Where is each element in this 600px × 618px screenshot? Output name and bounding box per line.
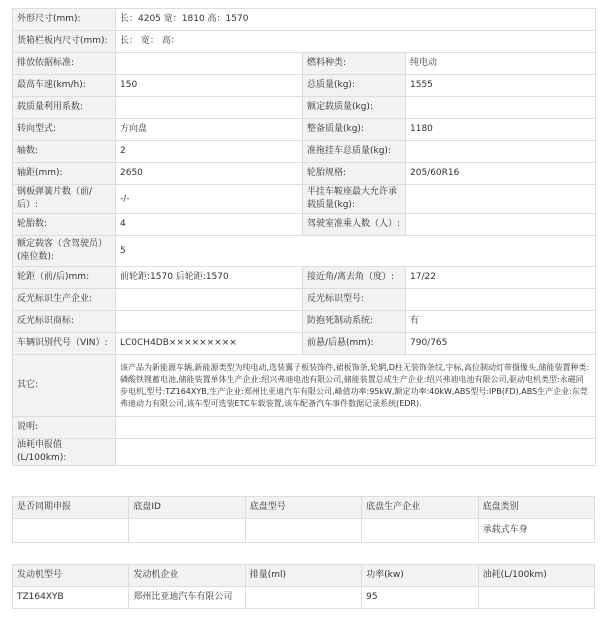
spec-row (13, 9, 596, 31)
spec-row (13, 439, 596, 466)
curb-mass-value: 1180 (406, 119, 596, 141)
spec-row (13, 355, 596, 417)
seats-label: 额定载客（含驾驶员）(座位数): (13, 236, 116, 267)
spec-row (13, 311, 596, 333)
approach-value: 17/22 (406, 267, 596, 289)
engine-cell (478, 587, 594, 609)
spec-row (13, 417, 596, 439)
track-label: 轮距（前/后)mm: (13, 267, 116, 289)
spec-row (13, 119, 596, 141)
overhang-label: 前悬/后悬(mm): (303, 333, 406, 355)
saddle-value (406, 185, 596, 214)
spec-row (13, 185, 596, 214)
wheelbase-value: 2650 (116, 163, 303, 185)
vin-value: LC0CH4DB××××××××× (116, 333, 303, 355)
tires-count-value: 4 (116, 214, 303, 236)
chassis-cell: 承载式车身 (478, 519, 594, 543)
engine-header-cell: 功率(kw) (362, 565, 478, 587)
other-label: 其它: (13, 355, 116, 417)
max-speed-value: 150 (116, 75, 303, 97)
spec-row (13, 163, 596, 185)
chassis-cell (362, 519, 478, 543)
cargo-label: 货箱栏板内尺寸(mm): (13, 31, 116, 53)
reflector-model-label: 反光标识型号: (303, 289, 406, 311)
chassis-cell (245, 519, 361, 543)
chassis-table (12, 496, 595, 543)
engine-header-row (13, 565, 595, 587)
chassis-cell (129, 519, 245, 543)
overhang-value: 790/765 (406, 333, 596, 355)
tires-count-label: 轮胎数: (13, 214, 116, 236)
dimensions-label: 外形尺寸(mm): (13, 9, 116, 31)
engine-header-cell: 油耗(L/100km) (478, 565, 594, 587)
spec-row (13, 214, 596, 236)
reflector-brand-value (116, 311, 303, 333)
axles-value: 2 (116, 141, 303, 163)
load-coef-value (116, 97, 303, 119)
chassis-header-cell: 是否同期申报 (13, 497, 129, 519)
engine-table (12, 564, 595, 609)
spec-row (13, 267, 596, 289)
emission-value (116, 53, 303, 75)
spec-row (13, 289, 596, 311)
chassis-header-cell: 底盘型号 (245, 497, 361, 519)
tire-label: 轮胎规格: (303, 163, 406, 185)
engine-cell (245, 587, 361, 609)
spec-row (13, 236, 596, 267)
steering-value: 方向盘 (116, 119, 303, 141)
fuel-value: 纯电动 (406, 53, 596, 75)
rated-load-label: 额定载质量(kg): (303, 97, 406, 119)
fuel-label: 燃料种类: (303, 53, 406, 75)
reflector-maker-value (116, 289, 303, 311)
spec-row (13, 97, 596, 119)
reflector-maker-label: 反光标识生产企业: (13, 289, 116, 311)
note-value (116, 417, 596, 439)
spec-row (13, 31, 596, 53)
seats-value: 5 (116, 236, 596, 267)
engine-header-cell: 排量(ml) (245, 565, 361, 587)
spring-label: 钢板弹簧片数（前/后）: (13, 185, 116, 214)
reflector-brand-label: 反光标识商标: (13, 311, 116, 333)
fuel-consumption-label: 油耗申报值(L/100km): (13, 439, 116, 466)
wheelbase-label: 轴距(mm): (13, 163, 116, 185)
spec-row (13, 141, 596, 163)
chassis-header-cell: 底盘ID (129, 497, 245, 519)
dimensions-value: 长：4205 宽：1810 高：1570 (116, 9, 596, 31)
emission-label: 排放依据标准: (13, 53, 116, 75)
total-mass-label: 总质量(kg): (303, 75, 406, 97)
spring-value: -/- (116, 185, 303, 214)
curb-mass-label: 整备质量(kg): (303, 119, 406, 141)
abs-value: 有 (406, 311, 596, 333)
total-mass-value: 1555 (406, 75, 596, 97)
rated-load-value (406, 97, 596, 119)
cab-value (406, 214, 596, 236)
chassis-cell (13, 519, 129, 543)
engine-cell: 95 (362, 587, 478, 609)
max-speed-label: 最高车速(km/h): (13, 75, 116, 97)
cab-label: 驾驶室准乘人数（人）: (303, 214, 406, 236)
engine-header-cell: 发动机型号 (13, 565, 129, 587)
engine-cell: 郑州比亚迪汽车有限公司 (129, 587, 245, 609)
chassis-header-row (13, 497, 595, 519)
other-value: 该产品为新能源车辆,新能源类型为纯电动,选装翼子板装饰件,裙板饰条,轮辋,D柱无装饰条纹,字标,高位制动灯带摄像头,储能装置种类:磷酸铁锂蓄电池,储能装置单体生产企业:绍兴弗迪电池有限公司,储能装置总成生产企业:绍兴弗迪电池有限公司,驱动电机类型:永磁同步电机,型号:TZ164XYB,生产企业:郑州比亚迪汽车有限公司,峰值功率:95kW,额定功率:40kW,ABS型号:IPB(FD),ABS生产企业:东莞弗迪动力有限公司,该车型可选装ETC车载装置,该车配备汽车事件数据记录系统(EDR). (116, 355, 596, 417)
engine-header-cell: 发动机企业 (129, 565, 245, 587)
note-label: 说明: (13, 417, 116, 439)
approach-label: 接近角/离去角（度）: (303, 267, 406, 289)
chassis-header-cell: 底盘类别 (478, 497, 594, 519)
trailer-label: 准拖挂车总质量(kg): (303, 141, 406, 163)
table-row (13, 519, 595, 543)
steering-label: 转向型式: (13, 119, 116, 141)
axles-label: 轴数: (13, 141, 116, 163)
cargo-value: 长： 宽： 高： (116, 31, 596, 53)
table-row (13, 587, 595, 609)
trailer-value (406, 141, 596, 163)
saddle-label: 半挂车鞍座最大允许承载质量(kg): (303, 185, 406, 214)
spec-row (13, 75, 596, 97)
spec-row (13, 53, 596, 75)
chassis-header-cell: 底盘生产企业 (362, 497, 478, 519)
spec-row (13, 333, 596, 355)
track-value: 前轮距:1570 后轮距:1570 (116, 267, 303, 289)
load-coef-label: 载质量利用系数: (13, 97, 116, 119)
fuel-consumption-value (116, 439, 596, 466)
tire-value: 205/60R16 (406, 163, 596, 185)
vehicle-spec-table (12, 8, 596, 466)
abs-label: 防抱死制动系统: (303, 311, 406, 333)
vin-label: 车辆识别代号（VIN）: (13, 333, 116, 355)
reflector-model-value (406, 289, 596, 311)
engine-cell: TZ164XYB (13, 587, 129, 609)
